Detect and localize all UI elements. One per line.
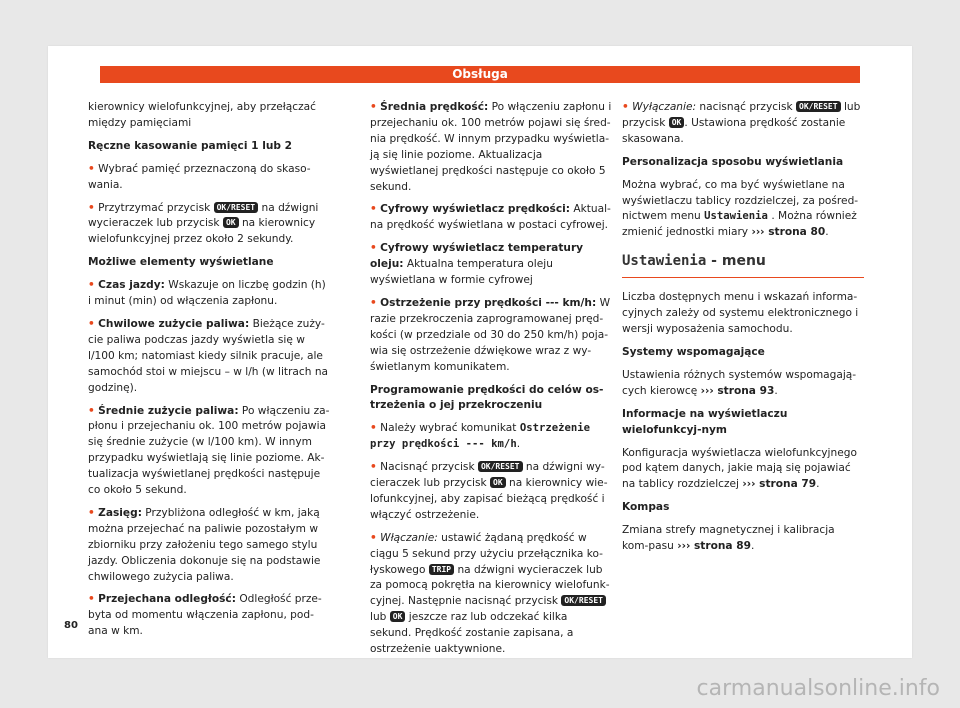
paragraph-text: Konfiguracja wyświetlacza wielofunkcyjnego pod kątem danych, jakie mają się pojawiać na tablicy rozdzielczej xyxy=(622,446,857,491)
paragraph-text: . xyxy=(825,226,829,239)
info-text xyxy=(622,446,864,494)
list-item xyxy=(370,296,612,376)
section-title xyxy=(622,251,864,278)
column-1 xyxy=(88,100,330,647)
bullet-text: Wybrać pamięć przeznaczoną do skaso-wania. xyxy=(88,162,311,191)
manual-reset-heading: Ręczne kasowanie pamięci 1 lub 2 xyxy=(88,139,293,152)
section-text: Liczba dostępnych menu i wskazań informa-cyjnych zależy od systemu elektronicznego i wersji wyposażenia samochodu. xyxy=(622,291,859,336)
item-title: Cyfrowy wyświetlacz temperatury oleju: xyxy=(370,242,584,271)
bullet-text: lub xyxy=(370,611,387,624)
paragraph-text: . Można również zmienić jednostki miary xyxy=(622,210,857,239)
bullet-icon: • xyxy=(370,461,377,474)
bullet-select-message xyxy=(370,421,612,453)
bullet-text: na dźwigni wycieraczek lub za pomocą pokrętła na kierownicy wielofunk-cyjnej. Następnie nacisnąć przycisk xyxy=(370,563,610,608)
item-title: Chwilowe zużycie paliwa: xyxy=(98,317,250,330)
page-reference-link[interactable]: ››› strona 79 xyxy=(742,478,817,491)
item-title: Średnie zużycie paliwa: xyxy=(98,404,239,417)
bullet-text: na kierownicy wie-lofunkcyjnej, aby zapisać bieżącą prędkość i włączyć ostrzeżenie. xyxy=(370,477,608,521)
bullet-text: jeszcze raz lub odczekać kilka sekund. Prędkość zostanie zapisana, a ostrzeżenie uaktywnione. xyxy=(370,611,574,656)
bullet-icon: • xyxy=(88,201,95,214)
paragraph-text: Zmiana strefy magnetycznej i kalibracja kom-pasu xyxy=(622,524,835,553)
section-header: Obsługa xyxy=(100,66,860,83)
ok-reset-key-icon: OK/RESET xyxy=(214,202,259,213)
item-title: Zasięg: xyxy=(98,506,142,519)
page-reference-link[interactable]: ››› strona 89 xyxy=(677,540,751,553)
assist-heading: Systemy wspomagające xyxy=(622,345,765,358)
ok-key-icon: OK xyxy=(390,611,406,622)
item-text: W razie przekroczenia zaprogramowanej pręd-kości (w przedziale od 30 do 250 km/h) poja-wia się ostrzeżenie dźwiękowe wraz z wy-świetlanym komunikatem. xyxy=(370,296,611,373)
bullet-text: Należy wybrać komunikat xyxy=(380,422,517,435)
item-title: Średnia prędkość: xyxy=(380,101,489,113)
page-number: 80 xyxy=(64,620,78,631)
page-reference-link[interactable]: ››› strona 80 xyxy=(751,226,826,239)
ok-key-icon: OK xyxy=(223,217,239,228)
watermark-logo: carmanualsonline.info xyxy=(696,676,940,701)
item-text: Po włączeniu zapłonu i przejechaniu ok. 100 metrów pojawi się śred-nia prędkość. W innym przypadku wyświetla-ją się linie poziome. Aktualizacja wyświetlanej prędkości następuje co około 5 sekund. xyxy=(370,101,612,193)
bullet-icon: • xyxy=(88,279,95,292)
page-reference-link[interactable]: ››› strona 93 xyxy=(700,384,775,397)
item-title: Cyfrowy wyświetlacz prędkości: xyxy=(380,203,570,216)
bullet-text: lub przycisk xyxy=(622,101,861,129)
section-title-mono: Ustawienia xyxy=(622,253,707,270)
column-3 xyxy=(622,100,864,562)
bullet-icon: • xyxy=(370,422,377,435)
item-text: Po włączeniu za-płonu i przejechaniu ok. 100 metrów pojawia się średnie zużycie (w l/100 km). W innym przypadku wyświetlają się linie poziome. Ak-tualizacja wyświetlanej prędkości następuje co około 5 sekund. xyxy=(88,404,330,497)
list-item xyxy=(370,202,612,234)
item-title: Ostrzeżenie przy prędkości --- km/h: xyxy=(380,296,597,309)
paragraph-text: . xyxy=(774,384,778,397)
bullet-icon: • xyxy=(370,101,377,113)
personalization-heading: Personalizacja sposobu wyświetlania xyxy=(622,155,844,168)
bullet-disable xyxy=(622,100,864,148)
bullet-icon: • xyxy=(370,242,377,255)
bullet-icon: • xyxy=(370,531,377,544)
bullet-label: Wyłączanie: xyxy=(632,101,697,113)
list-item xyxy=(88,404,330,499)
list-item xyxy=(88,317,330,397)
item-text: Aktual-na prędkość wyświetlana w postaci cyfrowej. xyxy=(370,203,611,232)
item-title: Przejechana odległość: xyxy=(98,593,236,606)
display-message-text: Ostrzeżenie przy prędkości --- km/h xyxy=(370,422,590,451)
item-text: Aktualna temperatura oleju wyświetlana w formie cyfrowej xyxy=(370,258,553,287)
item-text: Bieżące zuży-cie paliwa podczas jazdy wyświetla się w l/100 km; natomiast kiedy silnik pracuje, ale samochód stoi w miejscu – w l/h (w litrach na godzinę). xyxy=(88,317,329,394)
bullet-text: . Ustawiona prędkość zostanie skasowana. xyxy=(622,116,846,145)
bullet-select-memory xyxy=(88,162,330,194)
item-text: Odległość prze-byta od momentu włączenia zapłonu, pod-ana w km. xyxy=(88,593,322,638)
bullet-text: ustawić żądaną prędkość w ciągu 5 sekund przy użyciu przełącznika ko-łyskowego xyxy=(370,531,603,576)
manual-page xyxy=(48,46,912,658)
bullet-icon: • xyxy=(88,404,95,417)
bullet-text: na kierownicy wielofunkcyjnej przez około 2 sekundy. xyxy=(88,217,316,246)
list-item xyxy=(88,506,330,586)
bullet-enable xyxy=(370,531,612,658)
ok-key-icon: OK xyxy=(490,477,506,488)
list-item xyxy=(88,278,330,310)
bullet-text: . xyxy=(516,438,521,451)
bullet-icon: • xyxy=(370,203,377,216)
bullet-text: Przytrzymać przycisk xyxy=(98,201,211,214)
list-item xyxy=(370,100,612,195)
compass-text xyxy=(622,523,864,555)
bullet-icon: • xyxy=(88,162,95,175)
info-heading: Informacje na wyświetlaczu wielofunkcyj-nym xyxy=(622,407,788,436)
programming-heading: Programowanie prędkości do celów os-trzeżenia o jej przekroczeniu xyxy=(370,383,604,412)
personalization-text xyxy=(622,178,864,242)
ok-key-icon: OK xyxy=(669,117,685,128)
bullet-icon: • xyxy=(370,296,377,309)
item-title: Czas jazdy: xyxy=(98,279,165,292)
bullet-icon: • xyxy=(88,593,95,606)
bullet-text: nacisnąć przycisk xyxy=(696,101,793,113)
bullet-icon: • xyxy=(88,506,95,519)
bullet-text: Nacisnąć przycisk xyxy=(380,461,475,474)
paragraph-text: . xyxy=(751,540,755,553)
paragraph-text: . xyxy=(816,478,820,491)
item-text: Przybliżona odległość w km, jaką można przejechać na paliwie pozostałym w zbiorniku przy założeniu tego samego stylu jazdy. Obliczenia dokonuje się na podstawie chwilowego zużycia paliwa. xyxy=(88,506,321,583)
bullet-text: na dźwigni wy-cieraczek lub przycisk xyxy=(370,461,605,490)
list-item xyxy=(88,592,330,640)
menu-name-text: Ustawienia xyxy=(704,210,768,223)
item-text: Wskazuje on liczbę godzin (h) i minut (min) od włączenia zapłonu. xyxy=(88,279,326,308)
bullet-text: na dźwigni wycieraczek lub przycisk xyxy=(88,201,319,230)
ok-reset-key-icon: OK/RESET xyxy=(561,595,606,606)
section-title-rest: - menu xyxy=(706,253,766,270)
possible-elements-heading: Możliwe elementy wyświetlane xyxy=(88,256,274,269)
trip-key-icon: TRIP xyxy=(429,564,454,575)
bullet-icon: • xyxy=(622,101,629,113)
column-2 xyxy=(370,100,612,665)
bullet-icon: • xyxy=(88,317,95,330)
bullet-label: Włączanie: xyxy=(380,531,438,544)
ok-reset-key-icon: OK/RESET xyxy=(796,101,841,112)
bullet-hold-button xyxy=(88,201,330,249)
list-item xyxy=(370,241,612,289)
paragraph-text: Ustawienia różnych systemów wspomagają-cych kierowcę xyxy=(622,368,857,397)
paragraph-text: Można wybrać, co ma być wyświetlane na wyświetlaczu tablicy rozdzielczej, za pośred-nictwem menu xyxy=(622,178,859,223)
ok-reset-key-icon: OK/RESET xyxy=(478,461,523,472)
intro-text: kierownicy wielofunkcyjnej, aby przełączać między pamięciami xyxy=(88,101,316,129)
assist-text xyxy=(622,368,864,400)
bullet-press-button xyxy=(370,460,612,524)
compass-heading: Kompas xyxy=(622,501,670,514)
